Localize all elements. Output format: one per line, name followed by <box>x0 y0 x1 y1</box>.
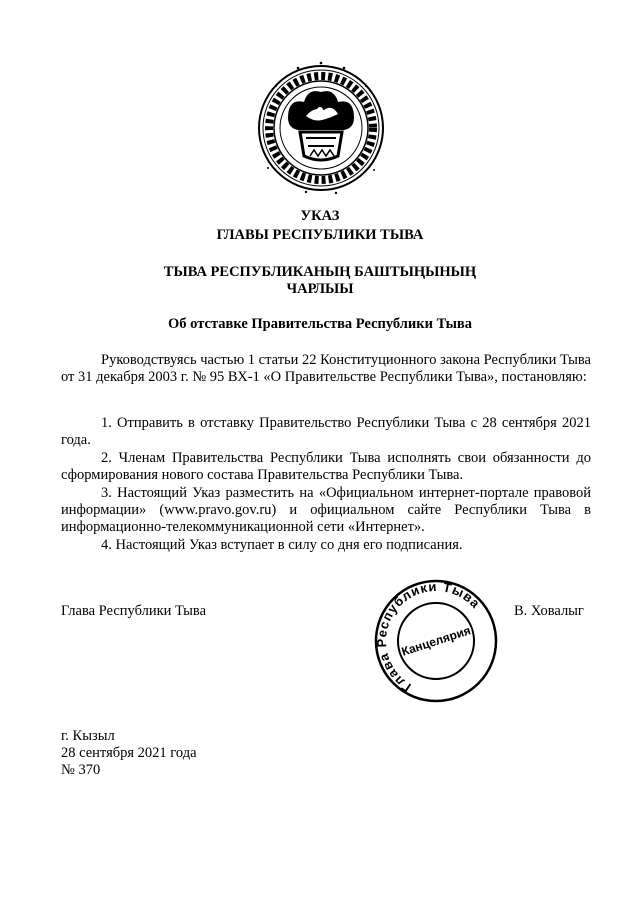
preamble-paragraph <box>61 352 591 386</box>
decree-number: № 370 <box>61 762 101 778</box>
tuvan-title-line2: ЧАРЛЫЫ <box>286 281 354 297</box>
list-item <box>61 537 591 554</box>
signatory-name: В. Ховалыг <box>514 603 584 619</box>
coat-of-arms-emblem <box>246 58 396 198</box>
list-item-text: 2. Членам Правительства Республики Тыва исполнять свои обязанности до сформирования нового состава Правительства Республики Тыва. <box>61 450 591 483</box>
list-item <box>61 415 591 449</box>
issue-date: 28 сентября 2021 года <box>61 745 197 761</box>
decree-issuer: ГЛАВЫ РЕСПУБЛИКИ ТЫВА <box>216 227 424 243</box>
stamp-center-text: Канцелярия <box>399 623 473 659</box>
decree-subject: Об отставке Правительства Республики Тыва <box>168 316 472 332</box>
signatory-position: Глава Республики Тыва <box>61 603 207 619</box>
official-stamp <box>371 577 501 703</box>
issue-city: г. Кызыл <box>61 728 115 744</box>
decree-title: УКАЗ <box>300 208 340 224</box>
list-item-text: 1. Отправить в отставку Правительство Республики Тыва с 28 сентября 2021 года. <box>61 415 591 448</box>
preamble-text: Руководствуясь частью 1 статьи 22 Конституционного закона Республики Тыва от 31 декабря 2003 г. № 95 ВХ-1 «О Правительстве Республики Тыва», постановляю: <box>61 352 591 385</box>
list-item-text: 4. Настоящий Указ вступает в силу со дня его подписания. <box>101 537 463 553</box>
stamp-outer-text: Глава Республики Тыва <box>373 578 484 696</box>
list-item-text: 3. Настоящий Указ разместить на «Официальном интернет-портале правовой информации» (www.pravo.gov.ru) и официальном сайте Республики Тыва в информационно-телекоммуникационной сети «Интернет». <box>61 485 591 535</box>
list-item <box>61 485 591 536</box>
list-item <box>61 450 591 484</box>
tuvan-title-line1: ТЫВА РЕСПУБЛИКАНЫҢ БАШТЫҢЫНЫҢ <box>163 264 477 280</box>
